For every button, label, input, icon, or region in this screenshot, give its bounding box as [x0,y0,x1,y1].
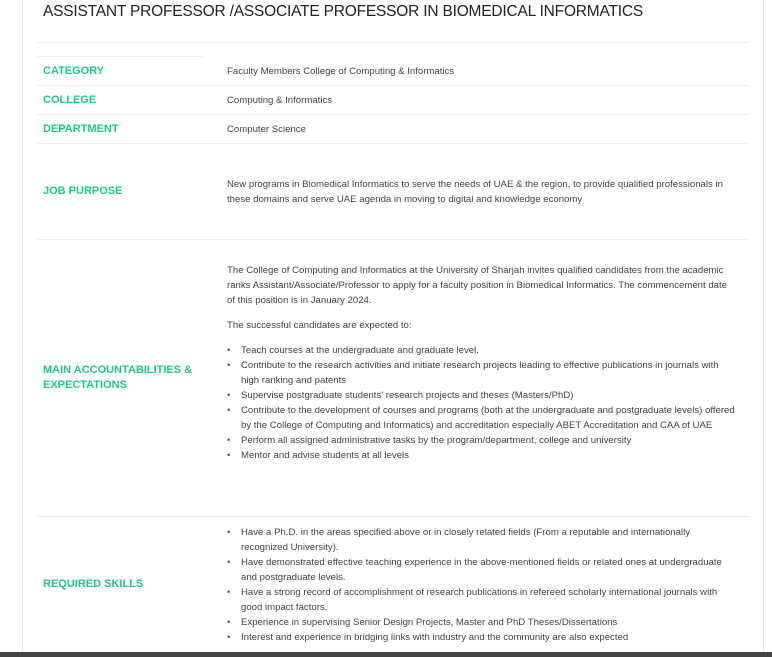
list-item: • Experience in supervising Senior Design Projects, Master and PhD Theses/Dissertations [227,615,737,630]
category-row [37,57,749,86]
accountabilities-intro: The College of Computing and Informatics at the University of Sharjah invites qualified candidates from the academic ranks Assistant/Associate/Professor to apply for a faculty position in Biomedical Informatics. The commencement date of this position is in January 2024. [227,265,727,306]
accountabilities-value [227,263,749,493]
list-item: • Perform all assigned administrative tasks by the program/department, college and university [227,433,737,448]
skills-row [37,517,749,652]
list-item: • Mentor and advise students at all levels [227,448,737,463]
department-value: Computer Science [227,123,306,135]
window-bottom-edge [0,652,772,657]
skills-list [227,525,737,645]
divider [37,42,749,43]
job-purpose-row [37,144,749,240]
college-label: COLLEGE [43,93,97,106]
category-label: CATEGORY [43,64,105,77]
accountabilities-row [37,240,749,517]
category-value: Faculty Members College of Computing & Informatics [227,65,455,77]
list-item: • Interest and experience in bridging links with industry and the community are also expected [227,630,737,645]
list-item: • Teach courses at the undergraduate and graduate level. [227,343,737,358]
department-label: DEPARTMENT [43,122,119,135]
list-item: • Have demonstrated effective teaching experience in the above-mentioned fields or related ones at undergraduate and postgraduate levels. [227,555,737,585]
college-row [37,86,749,115]
department-row [37,115,749,144]
job-purpose-label: JOB PURPOSE [43,185,123,197]
list-item: • Supervise postgraduate students' research projects and theses (Masters/PhD) [227,388,737,403]
list-item: • Contribute to the development of courses and programs (both at the undergraduate and postgraduate levels) offered by the College of Computing and Informatics) and accreditation especially ABET Accreditation and CAA of UAE [227,403,737,433]
accountabilities-list [227,343,737,463]
list-item: • Have a strong record of accomplishment of research publications in refereed scholarly international journals with good impact factors. [227,585,737,615]
job-purpose-value: New programs in Biomedical Informatics to serve the needs of UAE & the region, to provide qualified professionals in these domains and serve UAE agenda in moving to digital and knowledge economy [227,178,723,205]
accountabilities-lead: The successful candidates are expected to: [227,320,412,331]
list-item: • Contribute to the research activities and initiate research projects leading to effective publications in journals with high ranking and patents [227,358,737,388]
page-title: ASSISTANT PROFESSOR /ASSOCIATE PROFESSOR IN BIOMEDICAL INFORMATICS [43,3,644,20]
accountabilities-label: MAIN ACCOUNTABILITIES & EXPECTATIONS [43,364,193,391]
job-details-card [22,0,764,652]
skills-label: REQUIRED SKILLS [43,578,144,590]
college-value: Computing & Informatics [227,94,333,106]
list-item: • Have a Ph.D. in the areas specified above or in closely related fields (From a reputable and internationally recognized University). [227,525,737,555]
skills-value [227,525,749,645]
